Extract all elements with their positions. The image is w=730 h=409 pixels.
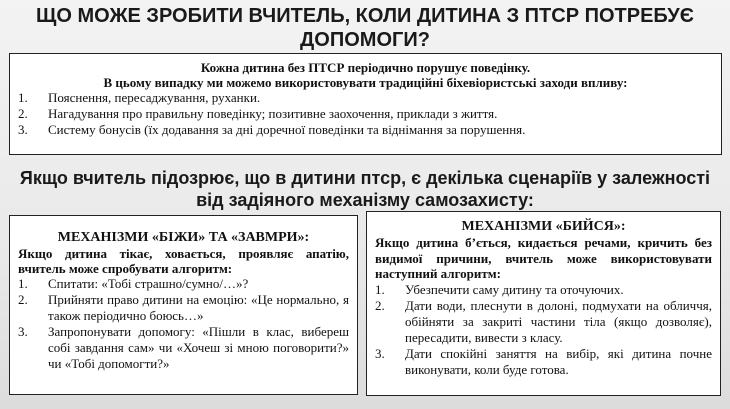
scenarios-subtitle: Якщо вчитель підозрює, що в дитини птср, є декілька сценаріїв у залежності від задіяного механізму самозахисту: [19, 168, 711, 210]
flight-freeze-intro: Якщо дитина тікає, ховається, проявляє апатію, вчитель може спробувати алгоритм: [18, 246, 349, 276]
traditional-measures-box [9, 53, 722, 155]
slide-title: ЩО МОЖЕ ЗРОБИТИ ВЧИТЕЛЬ, КОЛИ ДИТИНА З ПТСР ПОТРЕБУЄ ДОПОМОГИ? [36, 5, 694, 51]
list-item: 1. Пояснення, пересаджування, руханки. [18, 90, 261, 105]
flight-freeze-list [18, 276, 349, 372]
top-box-line1: Кожна дитина без ПТСР періодично порушує поведінку. [200, 60, 531, 75]
list-item: 3. Систему бонусів (їх додавання за дні доречної поведінки та віднімання за порушення. [18, 122, 526, 137]
fight-intro: Якщо дитина б’ється, кидається речами, кричить без видимої причини, вчитель може використовувати наступний алгоритм: [375, 235, 712, 281]
fight-heading: МЕХАНІЗМИ «БИЙСЯ»: [461, 219, 626, 234]
list-item: 2. Дати води, плеснути в долоні, подмухати на обличчя, обійняти за закриті частини тіла (якщо дозволяє), пересадити, вивести з класу. [375, 297, 712, 345]
top-box-line2: В цьому випадку ми можемо використовувати традиційні біхевіористські заходи впливу: [103, 75, 628, 90]
flight-freeze-box [9, 215, 358, 395]
traditional-measures-list [18, 90, 713, 138]
list-item: 1. Убезпечити саму дитину та оточуючих. [375, 281, 624, 297]
fight-list [375, 282, 712, 378]
fight-box [366, 211, 721, 396]
list-item: 3. Дати спокійні заняття на вибір, які дитина почне виконувати, коли буде готова. [375, 345, 712, 377]
flight-freeze-heading: МЕХАНІЗМИ «БІЖИ» ТА «ЗАВМРИ»: [57, 230, 310, 245]
list-item: 2. Нагадування про правильну поведінку; позитивне заохочення, приклади з життя. [18, 106, 498, 121]
list-item: 2. Прийняти право дитини на емоцію: «Це нормально, я також періодично боюсь…» [18, 292, 349, 323]
list-item: 1. Спитати: «Тобі страшно/сумно/…»? [18, 276, 249, 291]
list-item: 3. Запропонувати допомогу: «Пішли в клас, вибереш собі завдання сам» чи «Хочеш зі мною поговорити?» чи «Тобі допомогти?» [18, 324, 349, 371]
